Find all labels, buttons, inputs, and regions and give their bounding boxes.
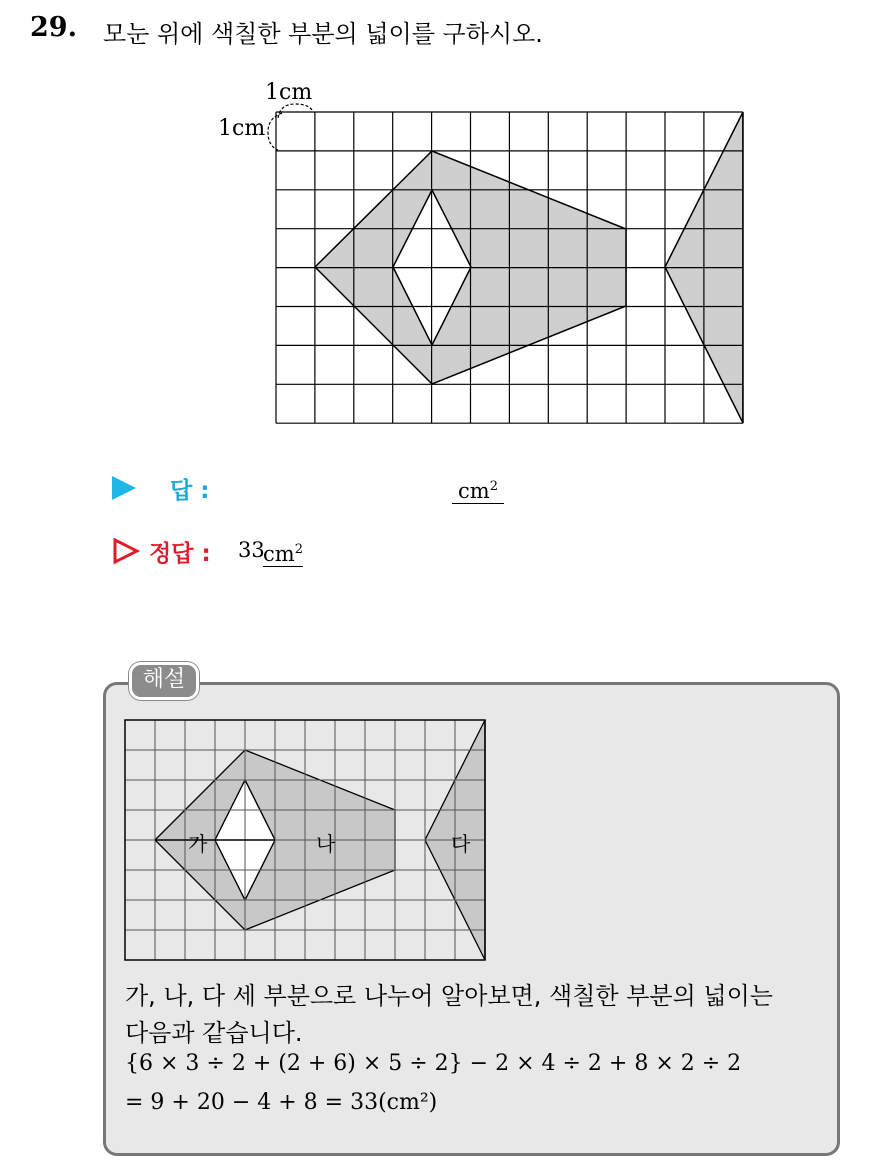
solution-figure: [120, 715, 492, 967]
correct-marker-icon: [112, 537, 140, 565]
unit-label-left: 1cm: [218, 116, 266, 141]
answer-label: 답 :: [170, 478, 210, 504]
solution-formula-2: = 9 + 20 − 4 + 8 = 33(cm²): [125, 1090, 438, 1115]
region-label-ga: 가: [188, 832, 208, 856]
answer-marker-icon: [112, 476, 136, 500]
grid-figure: [200, 78, 760, 438]
correct-label: 정답 :: [149, 541, 211, 567]
question-number: 29.: [30, 12, 77, 43]
unit-label-top: 1cm: [265, 80, 313, 105]
solution-text-line1: 가, 나, 다 세 부분으로 나누어 알아보면, 색칠한 부분의 넓이는: [125, 982, 773, 1010]
region-label-da: 다: [451, 832, 471, 856]
correct-value: 33: [238, 538, 265, 562]
solution-tag: 해설: [129, 662, 199, 700]
answer-unit: $cm^2$: [452, 475, 504, 504]
question-text: 모눈 위에 색칠한 부분의 넓이를 구하시오.: [103, 20, 543, 48]
correct-unit: $cm^2$: [263, 538, 303, 567]
solution-text-line2: 다음과 같습니다.: [125, 1019, 303, 1047]
unit-brace-top: [278, 104, 313, 118]
solution-formula-1: {6 × 3 ÷ 2 + (2 + 6) × 5 ÷ 2} − 2 × 4 ÷ 2 + 8 × 2 ÷ 2: [125, 1051, 742, 1076]
region-label-na: 나: [316, 832, 336, 856]
grid-lines: [276, 112, 743, 423]
unit-brace-left: [268, 113, 282, 150]
